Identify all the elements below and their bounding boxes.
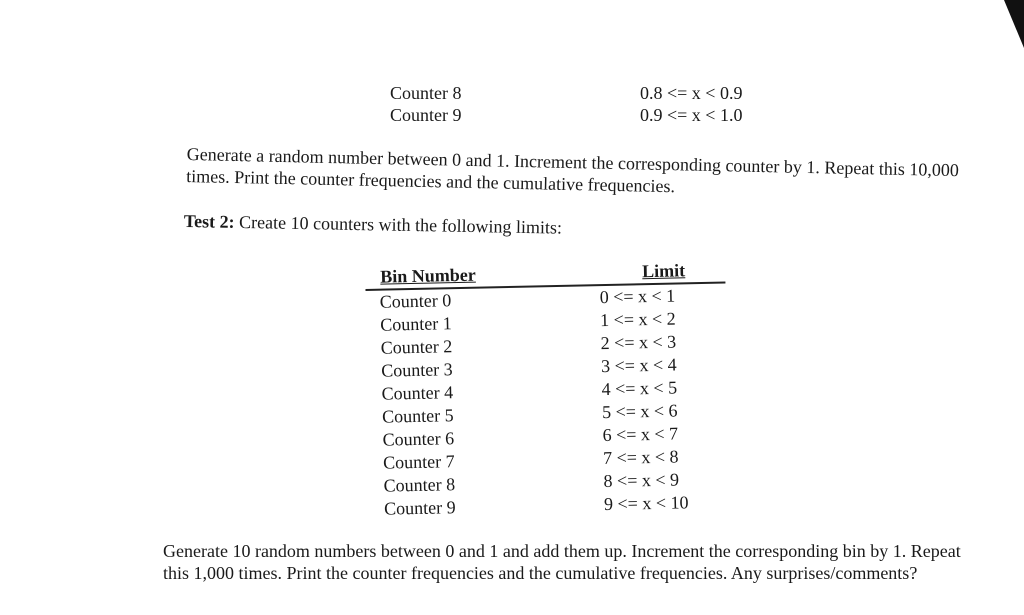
bin-name: Counter 1 (380, 313, 452, 335)
bin-limit: 2 <= x < 3 (600, 331, 677, 354)
test2-text: Create 10 counters with the following limits: (238, 211, 563, 238)
bin-limit: 7 <= x < 8 (602, 446, 679, 469)
bin-limit: 8 <= x < 9 (603, 469, 680, 492)
bin-limit: 9 <= x < 10 (603, 492, 689, 515)
bin-name: Counter 6 (382, 428, 455, 450)
bin-name: Counter 3 (380, 359, 453, 381)
bin-limit: 1 <= x < 2 (599, 308, 676, 331)
bin-limit: 3 <= x < 4 (600, 354, 677, 377)
bin-name: Counter 9 (383, 497, 456, 519)
bin-name: Counter 8 (383, 474, 456, 496)
bin-table (365, 258, 730, 520)
bin-limit: 0 <= x < 1 (599, 285, 676, 308)
bin-name: Counter 0 (379, 290, 452, 312)
limit-header: Limit (641, 260, 686, 282)
bin-name: Counter 5 (381, 405, 454, 427)
counter-limit: 0.9 <= x < 1.0 (640, 105, 743, 125)
counter-name: Counter 8 (390, 83, 462, 103)
instruction-paragraph-3: Generate 10 random numbers between 0 and 1 and add them up. Increment the corresponding bin by 1. Repeat this 1,000 times. Print the counter frequencies and the cumulative frequencies. Any surprises/comments? (163, 541, 961, 583)
instruction-paragraph-1: Generate a random number between 0 and 1. Increment the corresponding counter by 1. Repeat this 10,000 times. Print the counter frequencies and the cumulative frequencies. (186, 143, 960, 197)
counter-name: Counter 9 (390, 105, 462, 125)
test2-heading (184, 210, 704, 241)
table-row (390, 104, 770, 126)
top-counter-table (390, 82, 770, 126)
bin-number-header: Bin Number (380, 264, 476, 287)
bin-limit: 4 <= x < 5 (601, 377, 678, 400)
test2-label: Test 2: (183, 210, 235, 232)
counter-limit: 0.8 <= x < 0.9 (640, 83, 743, 103)
bin-name: Counter 2 (380, 336, 453, 358)
bin-name: Counter 4 (381, 382, 454, 404)
corner-shadow (1004, 0, 1024, 48)
bin-limit: 6 <= x < 7 (602, 423, 679, 446)
bin-limit: 5 <= x < 6 (601, 400, 678, 423)
table-row (390, 82, 770, 104)
bin-name: Counter 7 (382, 451, 455, 473)
